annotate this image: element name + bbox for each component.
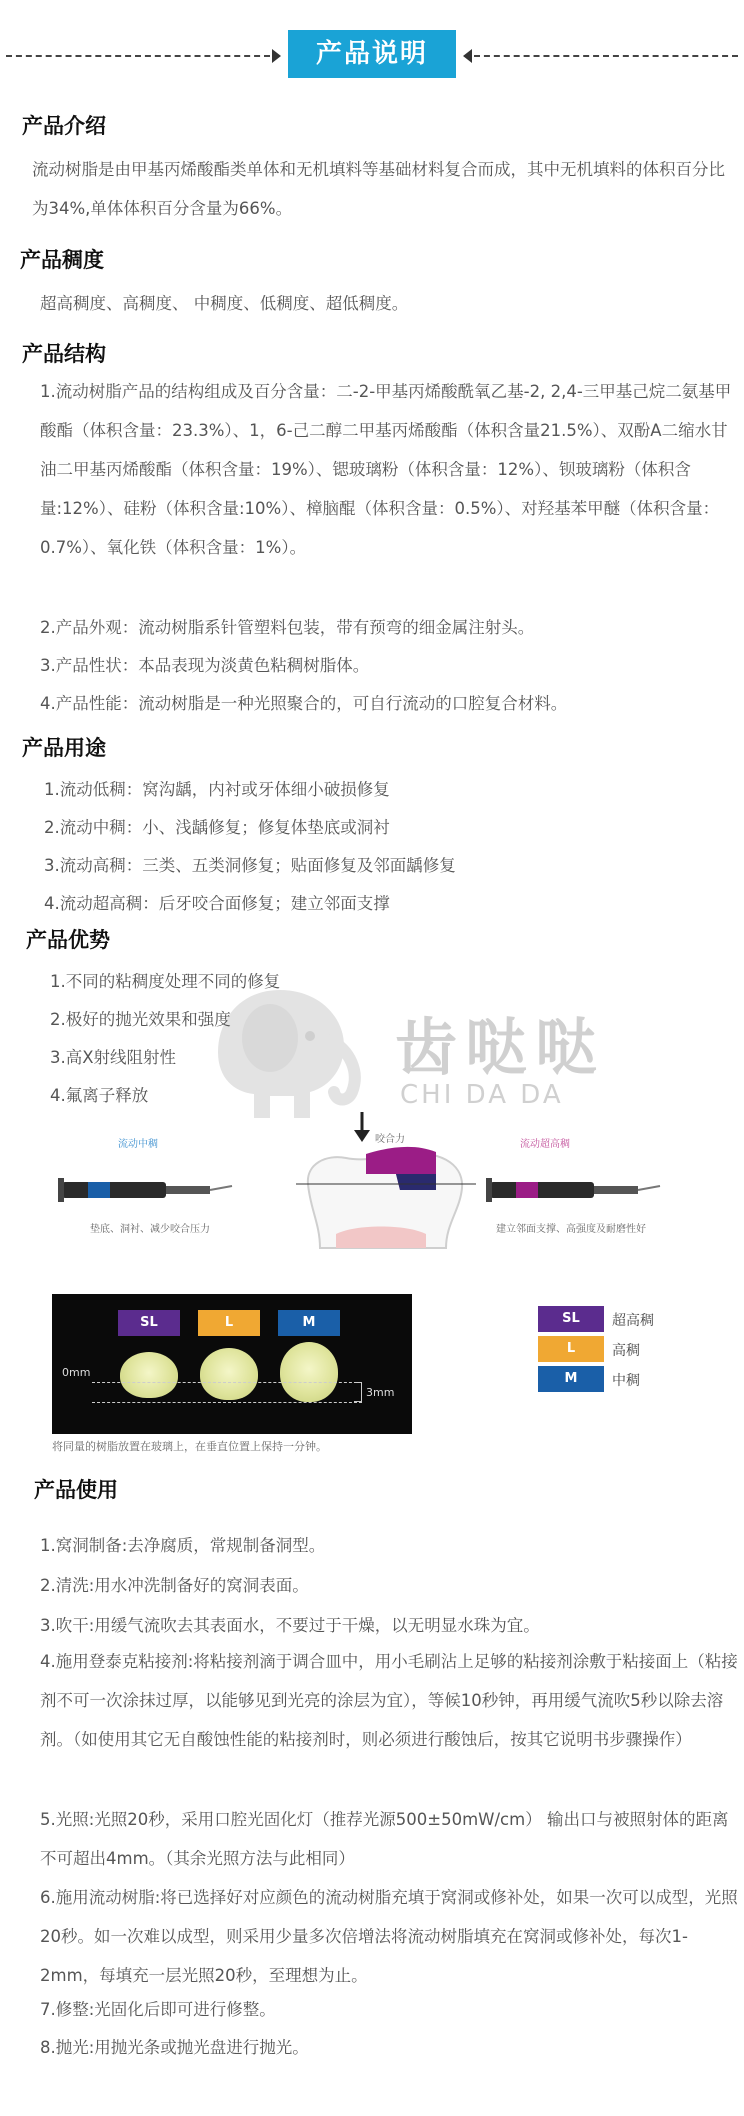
page-title: 产品说明 (288, 30, 456, 78)
left-product-caption: 垫底、洞衬、减少咬合压力 (90, 1224, 210, 1235)
baseline-line (92, 1382, 362, 1383)
banner-divider-left (6, 55, 270, 57)
elephant-logo-icon (210, 980, 370, 1130)
instruction-step-4: 4.施用登泰克粘接剂:将粘接剂滴于调合皿中，用小毛刷沾上足够的粘接剂涂敷于粘接面上（粘接剂不可一次涂抹过厚，以能够见到光亮的涂层为宜），等候10秒钟，再用缓气流吹5秒以除去溶剂。（如使用其它无自酸蚀性能的粘接剂时，则必须进行酸蚀后，按其它说明书步骤操作） (40, 1652, 738, 1749)
advantage-item: 1.不同的粘稠度处理不同的修复 (50, 972, 281, 991)
instruction-step-7: 7.修整:光固化后即可进行修整。 (40, 2000, 276, 2019)
advantages-heading: 产品优势 (26, 928, 110, 952)
advantage-item: 4.氟离子释放 (50, 1086, 149, 1105)
usage-item: 2.流动中稠：小、浅龋修复；修复体垫底或洞衬 (44, 818, 390, 837)
legend-swatch: L (538, 1336, 604, 1362)
advantage-item: 2.极好的抛光效果和强度 (50, 1010, 231, 1029)
left-product-tag: 流动中稠 (118, 1139, 158, 1150)
structure-item-1: 1.流动树脂产品的结构组成及百分含量：二-2-甲基丙烯酸酰氧乙基-2, 2,4-三甲基己烷二氨基甲酸酯（体积含量：23.3%）、1，6-己二醇二甲基丙烯酸酯（体积含量21.5%）、双酚A二缩水甘油二甲基丙烯酸酯（体积含量：19%）、锶玻璃粉（体积含量：12%）、钡玻璃粉（体积含量:12%）、硅粉（体积含量:10%）、樟脑醌（体积含量：0.5%）、对羟基苯甲醚（体积含量：0.7%）、氧化铁（体积含量：1%）。 (40, 382, 732, 557)
structure-item-2: 2.产品外观：流动树脂系针管塑料包装，带有预弯的细金属注射头。 (40, 618, 535, 637)
comparison-caption: 将同量的树脂放置在玻璃上，在垂直位置上保持一分钟。 (52, 1440, 327, 1453)
arrow-down-icon (352, 1112, 372, 1144)
right-product-caption: 建立邻面支撑、高强度及耐磨性好 (496, 1224, 646, 1235)
badge-sl: SL (118, 1310, 180, 1336)
advantage-item: 3.高X射线阻射性 (50, 1048, 177, 1067)
syringe-right-image (486, 1168, 666, 1212)
instructions-heading: 产品使用 (34, 1478, 118, 1502)
intro-heading: 产品介绍 (22, 114, 106, 138)
resin-sample-l (200, 1348, 258, 1400)
legend-label: 超高稠 (612, 1313, 654, 1329)
triangle-right-icon (272, 49, 281, 63)
tooth-diagram-image (296, 1144, 476, 1264)
viscosity-text: 超高稠度、高稠度、 中稠度、低稠度、超低稠度。 (40, 294, 409, 313)
instruction-step-1: 1.窝洞制备:去净腐质，常规制备洞型。 (40, 1536, 326, 1555)
banner-divider-right (474, 55, 738, 57)
instruction-step-8: 8.抛光:用抛光条或抛光盘进行抛光。 (40, 2038, 309, 2057)
structure-item-3: 3.产品性状：本品表现为淡黄色粘稠树脂体。 (40, 656, 370, 675)
instruction-step-6: 6.施用流动树脂:将已选择好对应颜色的流动树脂充填于窝洞或修补处，如果一次可以成型，光照20秒。如一次难以成型，则采用少量多次倍增法将流动树脂填充在窝洞或修补处，每次1-2mm，每填充一层光照20秒，至理想为止。 (40, 1888, 738, 1985)
badge-m: M (278, 1310, 340, 1336)
viscosity-heading: 产品稠度 (20, 248, 104, 272)
watermark-brand: 齿哒哒 (395, 1011, 606, 1084)
usage-heading: 产品用途 (22, 736, 106, 760)
height-line (92, 1402, 362, 1403)
watermark-brand-en: CHI DA DA (400, 1080, 564, 1110)
resin-sample-sl (120, 1352, 178, 1398)
section-banner (0, 28, 744, 88)
bite-force-label: 咬合力 (375, 1134, 405, 1145)
structure-item-4: 4.产品性能：流动树脂是一种光照聚合的，可自行流动的口腔复合材料。 (40, 694, 568, 713)
usage-item: 3.流动高稠：三类、五类洞修复；贴面修复及邻面龋修复 (44, 856, 456, 875)
legend-swatch: SL (538, 1306, 604, 1332)
instruction-step-3: 3.吹干:用缓气流吹去其表面水，不要过于干燥，以无明显水珠为宜。 (40, 1616, 540, 1635)
usage-item: 1.流动低稠：窝沟龋，内衬或牙体细小破损修复 (44, 780, 390, 799)
syringe-left-image (58, 1168, 238, 1212)
legend-label: 中稠 (612, 1373, 640, 1389)
height-label: 3mm (366, 1386, 395, 1399)
badge-l: L (198, 1310, 260, 1336)
instruction-step-2: 2.清洗:用水冲洗制备好的窝洞表面。 (40, 1576, 309, 1595)
legend-label: 高稠 (612, 1343, 640, 1359)
instruction-step-5: 5.光照:光照20秒，采用口腔光固化灯（推荐光源500±50mW/cm） 输出口与被照射体的距离不可超出4mm。（其余光照方法与此相同） (40, 1810, 729, 1868)
intro-text: 流动树脂是由甲基丙烯酸酯类单体和无机填料等基础材料复合而成，其中无机填料的体积百分比为34%,单体体积百分含量为66%。 (32, 160, 725, 218)
resin-sample-m (280, 1342, 338, 1402)
viscosity-comparison-panel (52, 1294, 412, 1434)
triangle-left-icon (463, 49, 472, 63)
usage-item: 4.流动超高稠：后牙咬合面修复；建立邻面支撑 (44, 894, 390, 913)
legend-swatch: M (538, 1366, 604, 1392)
structure-heading: 产品结构 (22, 342, 106, 366)
height-bracket (354, 1382, 362, 1402)
right-product-tag: 流动超高稠 (520, 1139, 570, 1150)
zero-mm-label: 0mm (62, 1366, 91, 1379)
brand-watermark (210, 980, 730, 1130)
